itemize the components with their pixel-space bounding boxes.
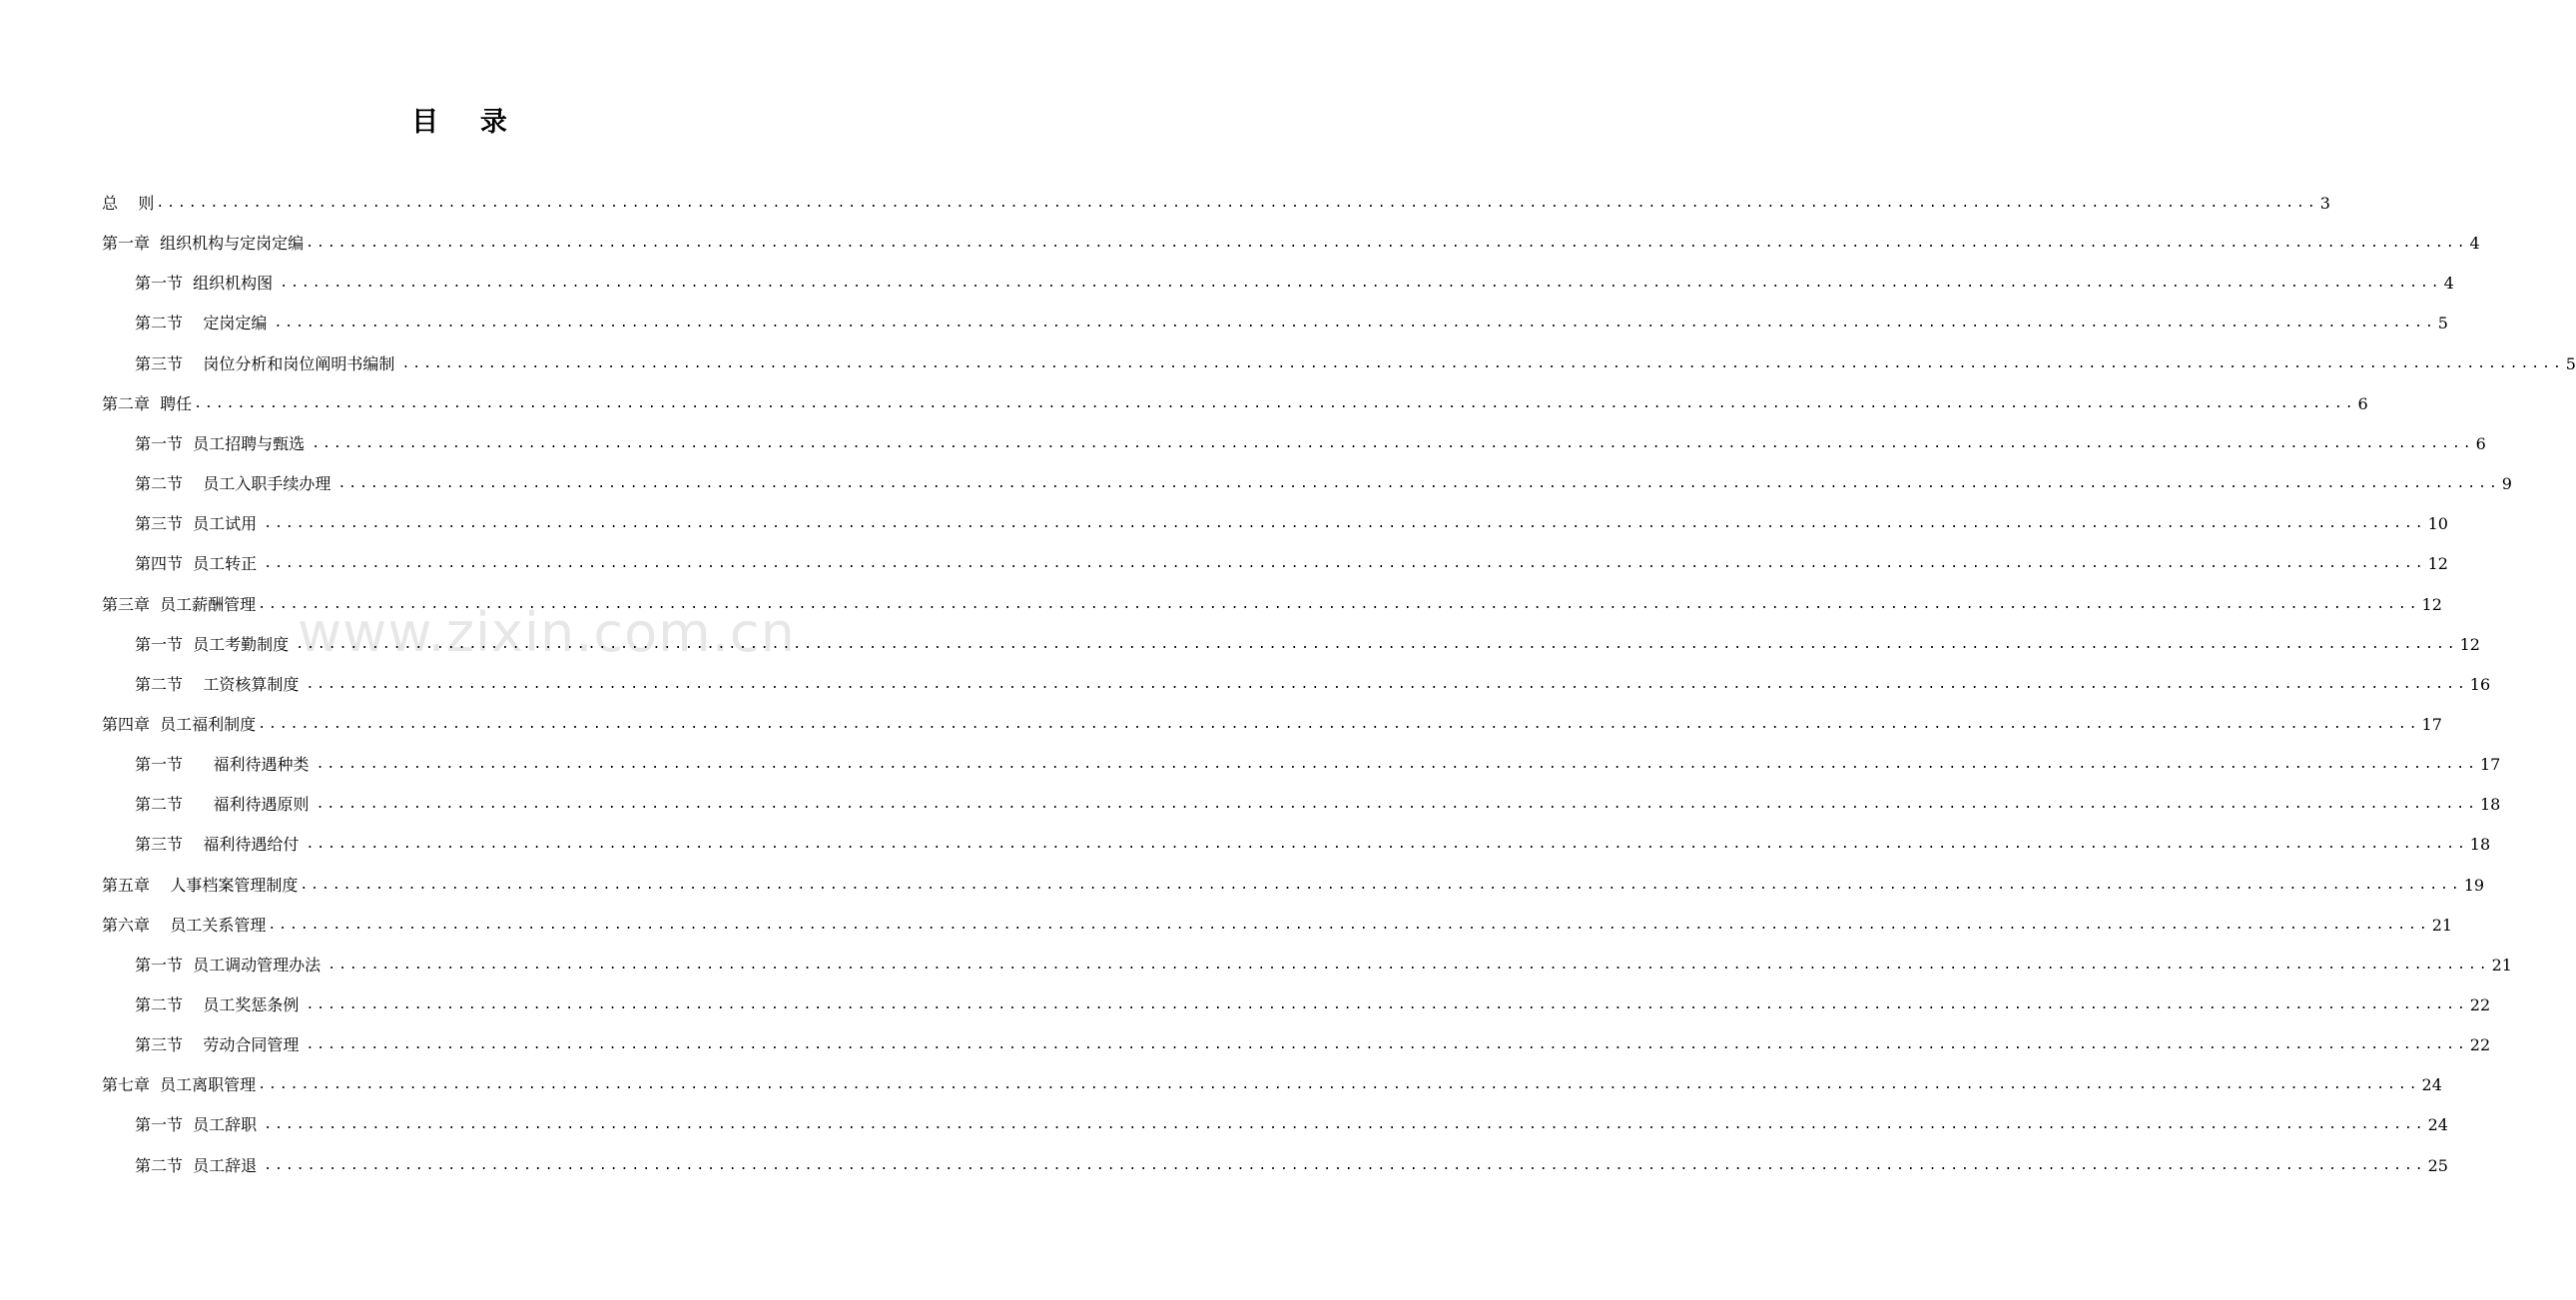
dot-leader: ........................................................................................................................................................................................................ bbox=[258, 717, 2420, 732]
toc-entry-label: 第四章 员工福利制度 bbox=[102, 715, 257, 734]
dot-leader: ........................................................................................................................................................................................................ bbox=[264, 516, 2426, 531]
toc-section-entry[interactable] bbox=[135, 424, 2486, 464]
page-title: 目 录 bbox=[411, 107, 524, 138]
toc-entry-label: 第七章 员工离职管理 bbox=[102, 1075, 257, 1094]
toc-page-number: 21 bbox=[2491, 956, 2512, 975]
dot-leader: ........................................................................................................................................................................................................ bbox=[312, 436, 2474, 451]
toc-entry-label: 第五章 人事档案管理制度 bbox=[102, 876, 299, 895]
toc-chapter-entry[interactable] bbox=[102, 705, 2442, 745]
toc-page-number: 18 bbox=[2469, 835, 2491, 854]
toc-section-entry[interactable] bbox=[135, 464, 2512, 504]
toc-page-number: 12 bbox=[2459, 635, 2480, 654]
toc-entry-label: 第一节 组织机构图 bbox=[135, 274, 279, 293]
toc-entry-label: 第三节 劳动合同管理 bbox=[135, 1035, 305, 1054]
toc-page-number: 19 bbox=[2463, 876, 2485, 895]
toc-entry-label: 第三节 员工试用 bbox=[135, 514, 263, 533]
toc-chapter-entry[interactable] bbox=[102, 224, 2480, 264]
toc-chapter-entry[interactable] bbox=[102, 184, 2330, 224]
toc-entry-label: 第二章 聘任 bbox=[102, 394, 193, 413]
toc-page-number: 18 bbox=[2479, 795, 2501, 814]
toc-section-entry[interactable] bbox=[135, 946, 2512, 985]
toc-page-number: 5 bbox=[2437, 314, 2448, 332]
toc-entry-label: 第三节 福利待遇给付 bbox=[135, 835, 305, 854]
toc-page-number: 9 bbox=[2501, 474, 2512, 493]
dot-leader: ........................................................................................................................................................................................................ bbox=[264, 556, 2426, 571]
toc-page-number: 16 bbox=[2469, 675, 2491, 694]
toc-page-number: 4 bbox=[2469, 234, 2480, 253]
toc-entry-label: 第一节 员工招聘与甄选 bbox=[135, 434, 311, 453]
toc-section-entry[interactable] bbox=[135, 1025, 2491, 1065]
toc-page-number: 10 bbox=[2427, 514, 2448, 533]
toc-page-number: 12 bbox=[2421, 595, 2442, 614]
dot-leader: ........................................................................................................................................................................................................ bbox=[268, 918, 2430, 933]
dot-leader: ........................................................................................................................................................................................................ bbox=[306, 236, 2468, 251]
toc-chapter-entry[interactable] bbox=[102, 384, 2368, 424]
toc-page-number: 21 bbox=[2431, 916, 2453, 935]
toc-page-number: 12 bbox=[2427, 554, 2448, 573]
dot-leader: ........................................................................................................................................................................................................ bbox=[300, 878, 2462, 893]
toc-section-entry[interactable] bbox=[135, 264, 2454, 304]
toc-entry-label: 第六章 员工关系管理 bbox=[102, 916, 267, 935]
toc-page-number: 25 bbox=[2427, 1156, 2448, 1175]
dot-leader: ........................................................................................................................................................................................................ bbox=[156, 196, 2318, 211]
toc-entry-label: 第三节 岗位分析和岗位阐明书编制 bbox=[135, 354, 400, 373]
toc-entry-label: 第二节 定岗定编 bbox=[135, 314, 273, 332]
toc-entry-label: 总 则 bbox=[102, 194, 155, 213]
toc-page-number: 17 bbox=[2479, 755, 2501, 774]
toc-page-number: 4 bbox=[2443, 274, 2454, 293]
toc-page-number: 6 bbox=[2357, 394, 2368, 413]
toc-entry-label: 第一节 员工辞职 bbox=[135, 1115, 263, 1134]
dot-leader: ........................................................................................................................................................................................................ bbox=[280, 276, 2442, 291]
toc-entry-label: 第二节 员工辞退 bbox=[135, 1156, 263, 1175]
toc-page-number: 5 bbox=[2565, 354, 2576, 373]
toc-entry-label: 第二节 员工入职手续办理 bbox=[135, 474, 336, 493]
toc-page-number: 22 bbox=[2469, 995, 2491, 1014]
dot-leader: ........................................................................................................................................................................................................ bbox=[306, 997, 2468, 1012]
dot-leader: ........................................................................................................................................................................................................ bbox=[258, 597, 2420, 612]
dot-leader: ........................................................................................................................................................................................................ bbox=[327, 958, 2490, 973]
watermark: www.zixin.com.cn bbox=[298, 601, 796, 664]
dot-leader: ........................................................................................................................................................................................................ bbox=[306, 837, 2468, 852]
dot-leader: ........................................................................................................................................................................................................ bbox=[194, 396, 2356, 411]
toc-page-number: 24 bbox=[2421, 1075, 2442, 1094]
toc-section-entry[interactable] bbox=[135, 1146, 2448, 1186]
dot-leader: ........................................................................................................................................................................................................ bbox=[401, 356, 2564, 371]
dot-leader: ........................................................................................................................................................................................................ bbox=[264, 1158, 2426, 1173]
toc-section-entry[interactable] bbox=[135, 504, 2448, 544]
toc-entry-label: 第一节 员工考勤制度 bbox=[135, 635, 295, 654]
toc-entry-label: 第二节 工资核算制度 bbox=[135, 675, 305, 694]
toc-page-number: 6 bbox=[2475, 434, 2486, 453]
toc-section-entry[interactable] bbox=[135, 985, 2491, 1025]
toc-section-entry[interactable] bbox=[135, 1105, 2448, 1145]
toc-entry-label: 第四节 员工转正 bbox=[135, 554, 263, 573]
toc-section-entry[interactable] bbox=[135, 544, 2448, 584]
toc-section-entry[interactable] bbox=[135, 344, 2576, 384]
dot-leader: ........................................................................................................................................................................................................ bbox=[316, 797, 2478, 812]
toc-page-number: 3 bbox=[2319, 194, 2330, 213]
toc-section-entry[interactable] bbox=[135, 665, 2491, 705]
toc-entry-label: 第二节 福利待遇原则 bbox=[135, 795, 315, 814]
toc-page-number: 22 bbox=[2469, 1035, 2491, 1054]
toc-entry-label: 第一章 组织机构与定岗定编 bbox=[102, 234, 305, 253]
toc-chapter-entry[interactable] bbox=[102, 866, 2485, 906]
dot-leader: ........................................................................................................................................................................................................ bbox=[274, 316, 2436, 330]
dot-leader: ........................................................................................................................................................................................................ bbox=[316, 757, 2478, 772]
toc-section-entry[interactable] bbox=[135, 785, 2501, 825]
toc-section-entry[interactable] bbox=[135, 745, 2501, 785]
toc-entry-label: 第一节 员工调动管理办法 bbox=[135, 956, 326, 975]
toc-page-number: 17 bbox=[2421, 715, 2442, 734]
toc-chapter-entry[interactable] bbox=[102, 1065, 2442, 1105]
toc-entry-label: 第一节 福利待遇种类 bbox=[135, 755, 315, 774]
dot-leader: ........................................................................................................................................................................................................ bbox=[337, 476, 2500, 491]
toc-section-entry[interactable] bbox=[135, 825, 2491, 865]
toc-chapter-entry[interactable] bbox=[102, 585, 2442, 625]
toc-page-number: 24 bbox=[2427, 1115, 2448, 1134]
toc-entry-label: 第二节 员工奖惩条例 bbox=[135, 995, 305, 1014]
toc-entry-label: 第三章 员工薪酬管理 bbox=[102, 595, 257, 614]
dot-leader: ........................................................................................................................................................................................................ bbox=[306, 677, 2468, 692]
toc-section-entry[interactable] bbox=[135, 625, 2480, 665]
dot-leader: ........................................................................................................................................................................................................ bbox=[296, 637, 2458, 652]
toc-section-entry[interactable] bbox=[135, 304, 2448, 343]
dot-leader: ........................................................................................................................................................................................................ bbox=[264, 1117, 2426, 1132]
toc-chapter-entry[interactable] bbox=[102, 906, 2453, 946]
dot-leader: ........................................................................................................................................................................................................ bbox=[258, 1077, 2420, 1092]
dot-leader: ........................................................................................................................................................................................................ bbox=[306, 1037, 2468, 1052]
